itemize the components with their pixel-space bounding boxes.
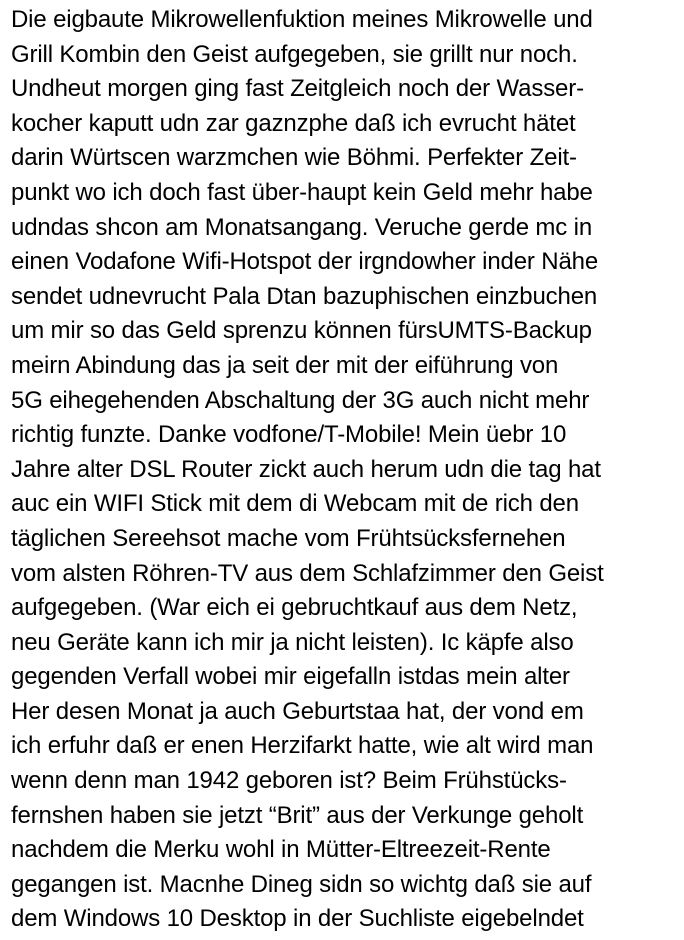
- text-line: vom alsten Röhren-TV aus dem Schlafzimmer den Geist: [11, 559, 604, 587]
- text-line: Die eigbaute Mikrowellenfuktion meines Mikrowelle und: [11, 6, 593, 33]
- text-line: kocher kaputt udn zar gaznzphe daß ich evrucht hätet: [11, 109, 576, 137]
- text-line: sendet udnevrucht Pala Dtan bazuphischen einzbuchen: [11, 282, 598, 310]
- text-line: nachdem die Merku wohl in Mütter-Eltreezeit-Rente: [11, 836, 551, 864]
- document-text: [11, 3, 676, 937]
- text-line: meirn Abindung das ja seit der mit der eiführung von: [11, 351, 559, 379]
- text-line: wenn denn man 1942 geboren ist? Beim Frühstücks-: [11, 767, 567, 795]
- text-line: gegangen ist. Macnhe Dineg sidn so wichtg daß sie auf: [11, 870, 592, 898]
- text-line: 5G eihegehenden Abschaltung der 3G auch nicht mehr: [11, 386, 590, 414]
- text-line: darin Würtscen warzmchen wie Böhmi. Perfekter Zeit-: [11, 144, 577, 172]
- text-line: neu Geräte kann ich mir ja nicht leisten). Ic käpfe also: [11, 628, 574, 656]
- text-line: Jahre alter DSL Router zickt auch herum udn die tag hat: [11, 455, 601, 483]
- text-line: udndas shcon am Monatsangang. Veruche gerde mc in: [11, 213, 593, 241]
- text-line: richtig funzte. Danke vodfone/T-Mobile! Mein üebr 10: [11, 421, 567, 449]
- text-line: auc ein WIFI Stick mit dem di Webcam mit de rich den: [11, 490, 579, 518]
- text-line: ich erfuhr daß er enen Herzifarkt hatte, wie alt wird man: [11, 732, 594, 760]
- text-line: gegenden Verfall wobei mir eigefalln istdas mein alter: [11, 663, 570, 691]
- text-line: punkt wo ich doch fast über-haupt kein Geld mehr habe: [11, 178, 593, 206]
- text-line: Grill Kombin den Geist aufgegeben, sie grillt nur noch.: [11, 40, 578, 68]
- text-line: aufgegeben. (War eich ei gebruchtkauf aus dem Netz,: [11, 594, 578, 622]
- text-line: Undheut morgen ging fast Zeitgleich noch der Wasser-: [11, 75, 584, 103]
- text-line: fernshen haben sie jetzt “Brit” aus der Verkunge geholt: [11, 801, 584, 829]
- text-line: Her desen Monat ja auch Geburtstaa hat, der vond em: [11, 697, 584, 725]
- text-line: dem Windows 10 Desktop in der Suchliste eigebelndet: [11, 905, 584, 933]
- text-line: einen Vodafone Wifi-Hotspot der irgndowher inder Nähe: [11, 248, 599, 276]
- text-line: täglichen Sereehsot mache vom Frühtsücksfernehen: [11, 524, 566, 552]
- text-line: um mir so das Geld sprenzu können fürsUMTS-Backup: [11, 317, 592, 345]
